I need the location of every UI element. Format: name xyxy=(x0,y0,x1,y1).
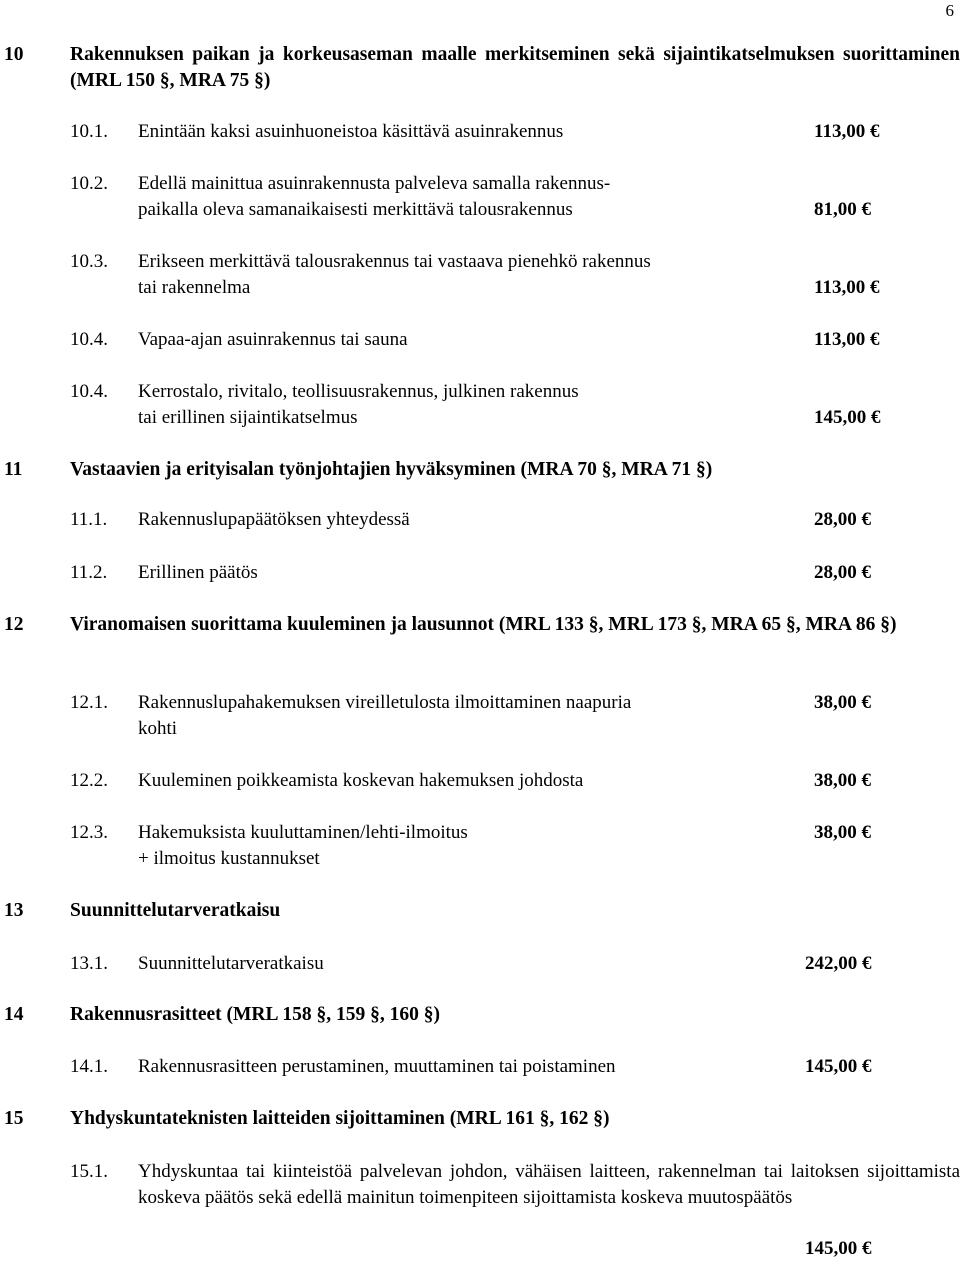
item-description: Rakennuslupahakemuksen vireilletulosta ilmoittaminen naapuria xyxy=(138,692,632,713)
item-description: Rakennuslupapäätöksen yhteydessä xyxy=(138,509,410,530)
section-title: Rakennuksen paikan ja korkeusaseman maalle merkitseminen sekä sijaintikatselmuksen suorittaminen (MRL 150 §, MRA 75 §) xyxy=(70,44,960,91)
item-number: 12.3. xyxy=(70,822,108,843)
item-description: Erillinen päätös xyxy=(138,562,258,583)
section-title: Yhdyskuntateknisten laitteiden sijoittaminen (MRL 161 §, 162 §) xyxy=(70,1108,610,1129)
item-price: 28,00 € xyxy=(814,562,871,583)
item-number: 10.3. xyxy=(70,251,108,272)
section-title: Suunnittelutarveratkaisu xyxy=(70,900,281,921)
section-number: 14 xyxy=(4,1004,24,1025)
item-price: 113,00 € xyxy=(814,277,880,298)
item-description: Kerrostalo, rivitalo, teollisuusrakennus, julkinen rakennus xyxy=(138,381,579,402)
item-description: + ilmoitus kustannukset xyxy=(138,848,320,869)
section-number: 13 xyxy=(4,900,24,921)
section-number: 10 xyxy=(4,44,24,65)
section-number: 11 xyxy=(4,459,23,480)
item-description: paikalla oleva samanaikaisesti merkittävä talousrakennus xyxy=(138,199,573,220)
section-number: 15 xyxy=(4,1108,24,1129)
item-description: Rakennusrasitteen perustaminen, muuttaminen tai poistaminen xyxy=(138,1056,616,1077)
item-description: Kuuleminen poikkeamista koskevan hakemuksen johdosta xyxy=(138,770,584,791)
item-description: tai erillinen sijaintikatselmus xyxy=(138,407,358,428)
page-number: 6 xyxy=(945,1,954,20)
item-price: 145,00 € xyxy=(805,1238,872,1259)
item-description: Vapaa-ajan asuinrakennus tai sauna xyxy=(138,329,408,350)
item-description: Suunnittelutarveratkaisu xyxy=(138,953,324,974)
item-description: tai rakennelma xyxy=(138,277,251,298)
item-price: 145,00 € xyxy=(805,1056,872,1077)
item-description: kohti xyxy=(138,718,178,739)
item-price: 113,00 € xyxy=(814,329,880,350)
item-price: 38,00 € xyxy=(814,770,871,791)
item-description: Hakemuksista kuuluttaminen/lehti-ilmoitus xyxy=(138,822,468,843)
section-title: Rakennusrasitteet (MRL 158 §, 159 §, 160 §) xyxy=(70,1004,440,1025)
section-number: 12 xyxy=(4,614,24,635)
item-number: 10.4. xyxy=(70,381,108,402)
item-price: 81,00 € xyxy=(814,199,871,220)
item-description: Yhdyskuntaa tai kiinteistöä palvelevan johdon, vähäisen laitteen, rakennelman tai laitoksen sijoittamista koskeva päätös sekä edellä mainitun toimenpiteen sijoittamista koskeva muutospäätös xyxy=(138,1161,960,1208)
item-description: Enintään kaksi asuinhuoneistoa käsittävä asuinrakennus xyxy=(138,121,564,142)
item-number: 10.1. xyxy=(70,121,108,142)
item-number: 13.1. xyxy=(70,953,108,974)
item-description: Edellä mainittua asuinrakennusta palveleva samalla rakennus- xyxy=(138,173,611,194)
item-price: 28,00 € xyxy=(814,509,871,530)
item-number: 14.1. xyxy=(70,1056,108,1077)
item-number: 15.1. xyxy=(70,1161,108,1182)
item-price: 38,00 € xyxy=(814,692,871,713)
item-number: 11.1. xyxy=(70,509,108,530)
item-number: 11.2. xyxy=(70,562,108,583)
item-price: 113,00 € xyxy=(814,121,880,142)
item-number: 10.4. xyxy=(70,329,108,350)
item-price: 242,00 € xyxy=(805,953,872,974)
item-description: Erikseen merkittävä talousrakennus tai vastaava pienehkö rakennus xyxy=(138,251,651,272)
item-price: 145,00 € xyxy=(814,407,881,428)
item-price: 38,00 € xyxy=(814,822,871,843)
item-number: 12.2. xyxy=(70,770,108,791)
item-number: 10.2. xyxy=(70,173,108,194)
section-title: Viranomaisen suorittama kuuleminen ja lausunnot (MRL 133 §, MRL 173 §, MRA 65 §, MRA 86 §) xyxy=(70,614,897,635)
item-number: 12.1. xyxy=(70,692,108,713)
section-title: Vastaavien ja erityisalan työnjohtajien hyväksyminen (MRA 70 §, MRA 71 §) xyxy=(70,459,713,480)
